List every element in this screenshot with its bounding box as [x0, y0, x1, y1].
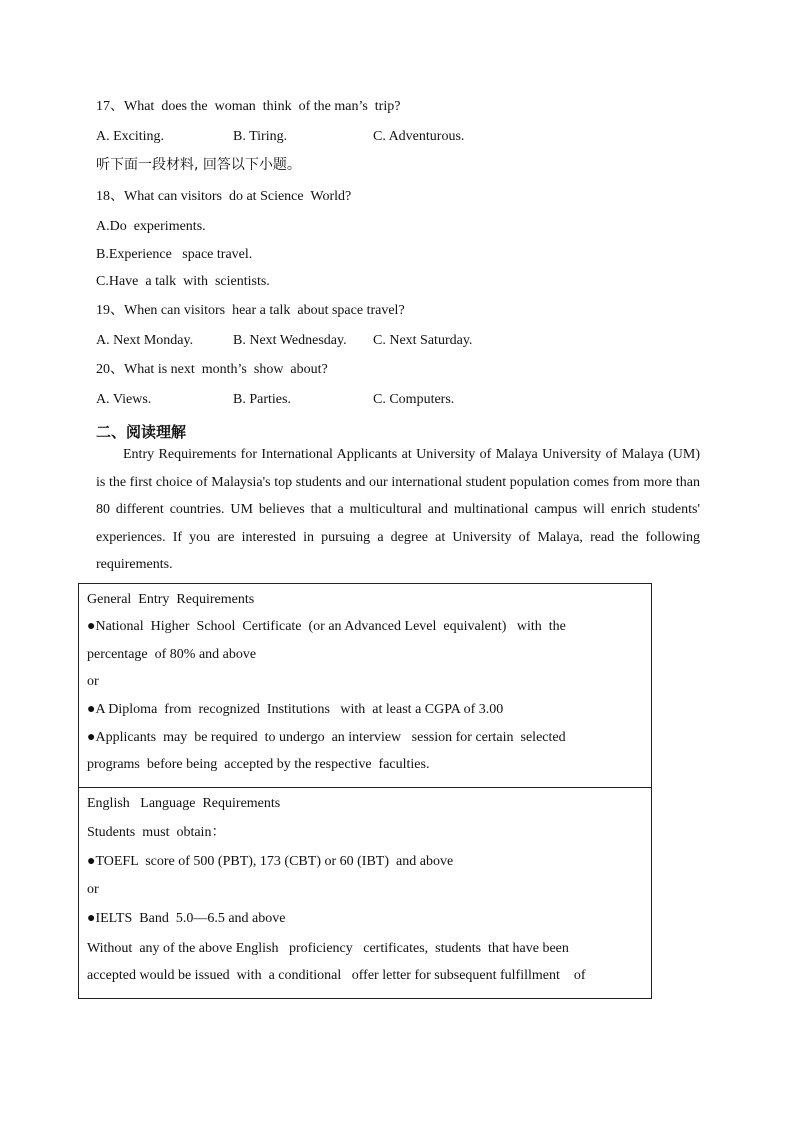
question-18-option-c: C.Have a talk with scientists. [96, 274, 270, 289]
english-requirement-line: ●IELTS Band 5.0—6.5 and above [87, 911, 286, 926]
general-requirements-heading: General Entry Requirements [87, 592, 255, 607]
question-18-option-a: A.Do experiments. [96, 219, 206, 234]
question-19-stem: 19、When can visitors hear a talk about space travel? [96, 303, 405, 318]
question-19-option-b: B. Next Wednesday. [233, 333, 347, 348]
question-20-option-c: C. Computers. [373, 392, 455, 407]
general-requirement-line: ●National Higher School Certificate (or an Advanced Level equivalent) with the [87, 619, 566, 634]
question-20-stem: 20、What is next month’s show about? [96, 362, 328, 377]
question-17-option-c: C. Adventurous. [373, 129, 465, 144]
english-requirement-line: Without any of the above English proficiency certificates, students that have been [87, 941, 569, 956]
question-17-option-a: A. Exciting. [96, 129, 165, 144]
listening-instruction: 听下面一段材料, 回答以下小题。 [96, 157, 301, 173]
question-18-stem: 18、What can visitors do at Science World? [96, 189, 352, 204]
general-requirements-cell [78, 583, 652, 788]
question-19-option-c: C. Next Saturday. [373, 333, 473, 348]
english-requirements-cell [78, 787, 652, 999]
section-title: 二、阅读理解 [96, 423, 187, 441]
question-20-option-a: A. Views. [96, 392, 152, 407]
general-requirement-line: or [87, 674, 99, 689]
question-17-option-b: B. Tiring. [233, 129, 288, 144]
english-requirement-line: Students must obtain： [87, 825, 226, 840]
english-requirements-heading: English Language Requirements [87, 796, 281, 811]
general-requirement-line: percentage of 80% and above [87, 647, 257, 662]
reading-passage: Entry Requirements for International Applicants at University of Malaya University of Malaya (UM) is the first choice of Malaysia's top students and our international student population comes from more than 80 different countries. UM believes that a multicultural and multinational campus will enrich students' experiences. If you are interested in pursuing a degree at University of Malaya, read the following requirements. [96, 447, 700, 572]
question-19-option-a: A. Next Monday. [96, 333, 194, 348]
question-17-stem: 17、What does the woman think of the man’s trip? [96, 99, 401, 114]
question-20-option-b: B. Parties. [233, 392, 291, 407]
general-requirement-line: programs before being accepted by the respective faculties. [87, 757, 430, 772]
general-requirement-line: ●Applicants may be required to undergo an interview session for certain selected [87, 730, 566, 745]
english-requirement-line: or [87, 882, 99, 897]
english-requirement-line: ●TOEFL score of 500 (PBT), 173 (CBT) or 60 (IBT) and above [87, 854, 454, 869]
general-requirement-line: ●A Diploma from recognized Institutions with at least a CGPA of 3.00 [87, 702, 504, 717]
question-18-option-b: B.Experience space travel. [96, 247, 253, 262]
english-requirement-line: accepted would be issued with a conditional offer letter for subsequent fulfillment of [87, 968, 586, 983]
